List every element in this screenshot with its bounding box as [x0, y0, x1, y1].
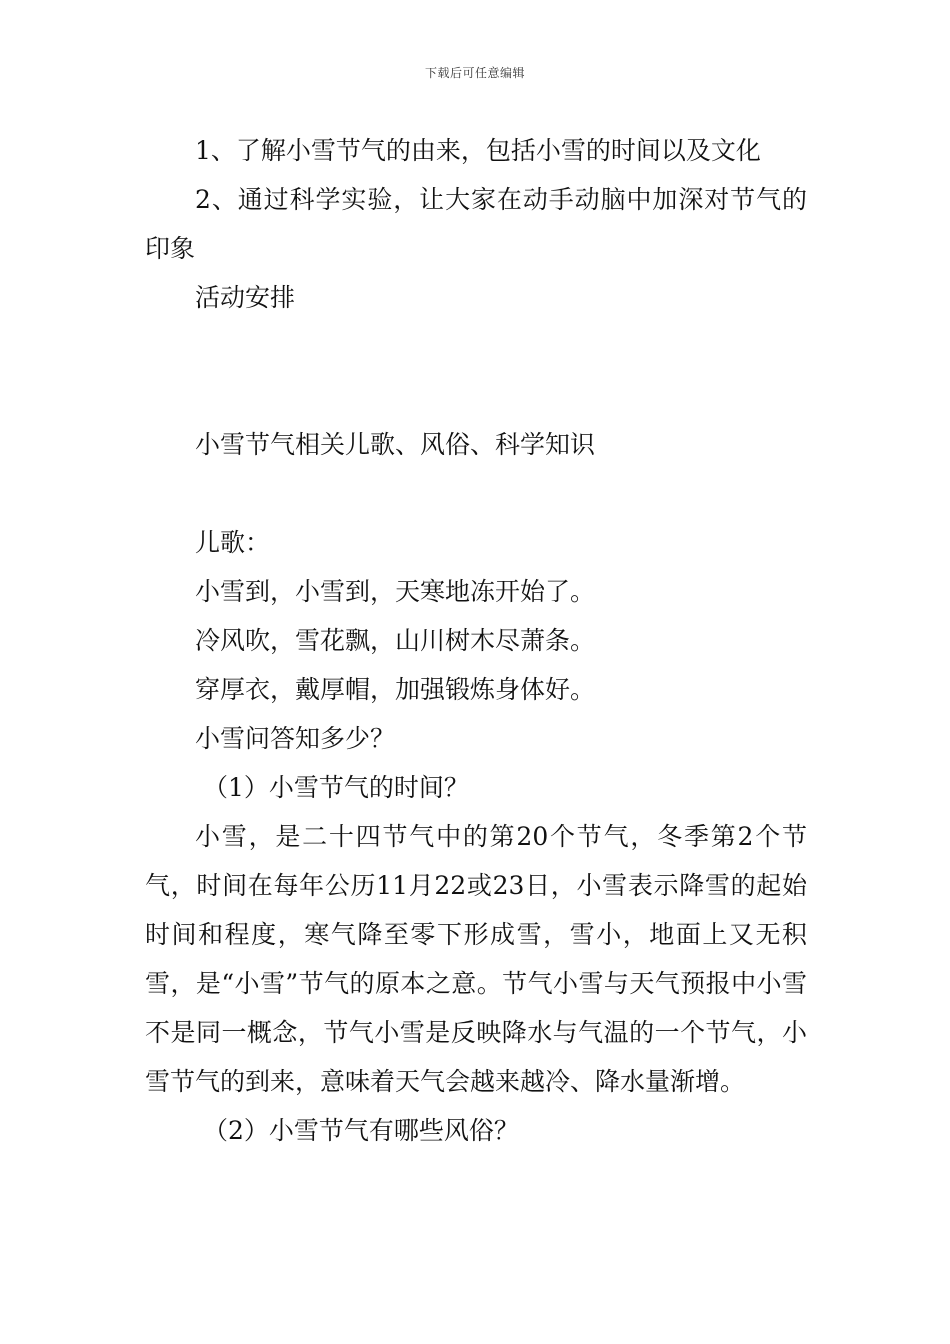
answer-1: 小雪，是二十四节气中的第20个节气，冬季第2个节气，时间在每年公历11月22或23日，小雪表示降雪的起始时间和程度，寒气降至零下形成雪，雪小，地面上又无积雪，是“小雪”节气的原本之意。节气小雪与天气预报中小雪不是同一概念，节气小雪是反映降水与气温的一个节气，小雪节气的到来，意味着天气会越来越冷、降水量渐增。 — [145, 822, 807, 1096]
goal-item-2: 2、通过科学实验，让大家在动手动脑中加深对节气的印象 — [145, 185, 807, 263]
activity-heading: 活动安排 — [195, 283, 296, 312]
page-header-note: 下载后可任意编辑 — [424, 66, 525, 80]
spacer — [145, 322, 807, 420]
section-heading: 小雪节气相关儿歌、风俗、科学知识 — [195, 430, 596, 459]
question-2: （2）小雪节气有哪些风俗？ — [203, 1116, 519, 1145]
song-line-2: 冷风吹，雪花飘，山川树木尽萧条。 — [195, 626, 596, 655]
document-body — [145, 126, 807, 1155]
question-1: （1）小雪节气的时间？ — [203, 773, 469, 802]
goal-item-1: 1、了解小雪节气的由来，包括小雪的时间以及文化 — [195, 136, 761, 165]
spacer — [145, 469, 807, 518]
qa-heading: 小雪问答知多少？ — [195, 724, 396, 753]
song-line-3: 穿厚衣，戴厚帽，加强锻炼身体好。 — [195, 675, 596, 704]
song-label: 儿歌： — [195, 528, 271, 557]
song-line-1: 小雪到，小雪到，天寒地冻开始了。 — [195, 577, 596, 606]
